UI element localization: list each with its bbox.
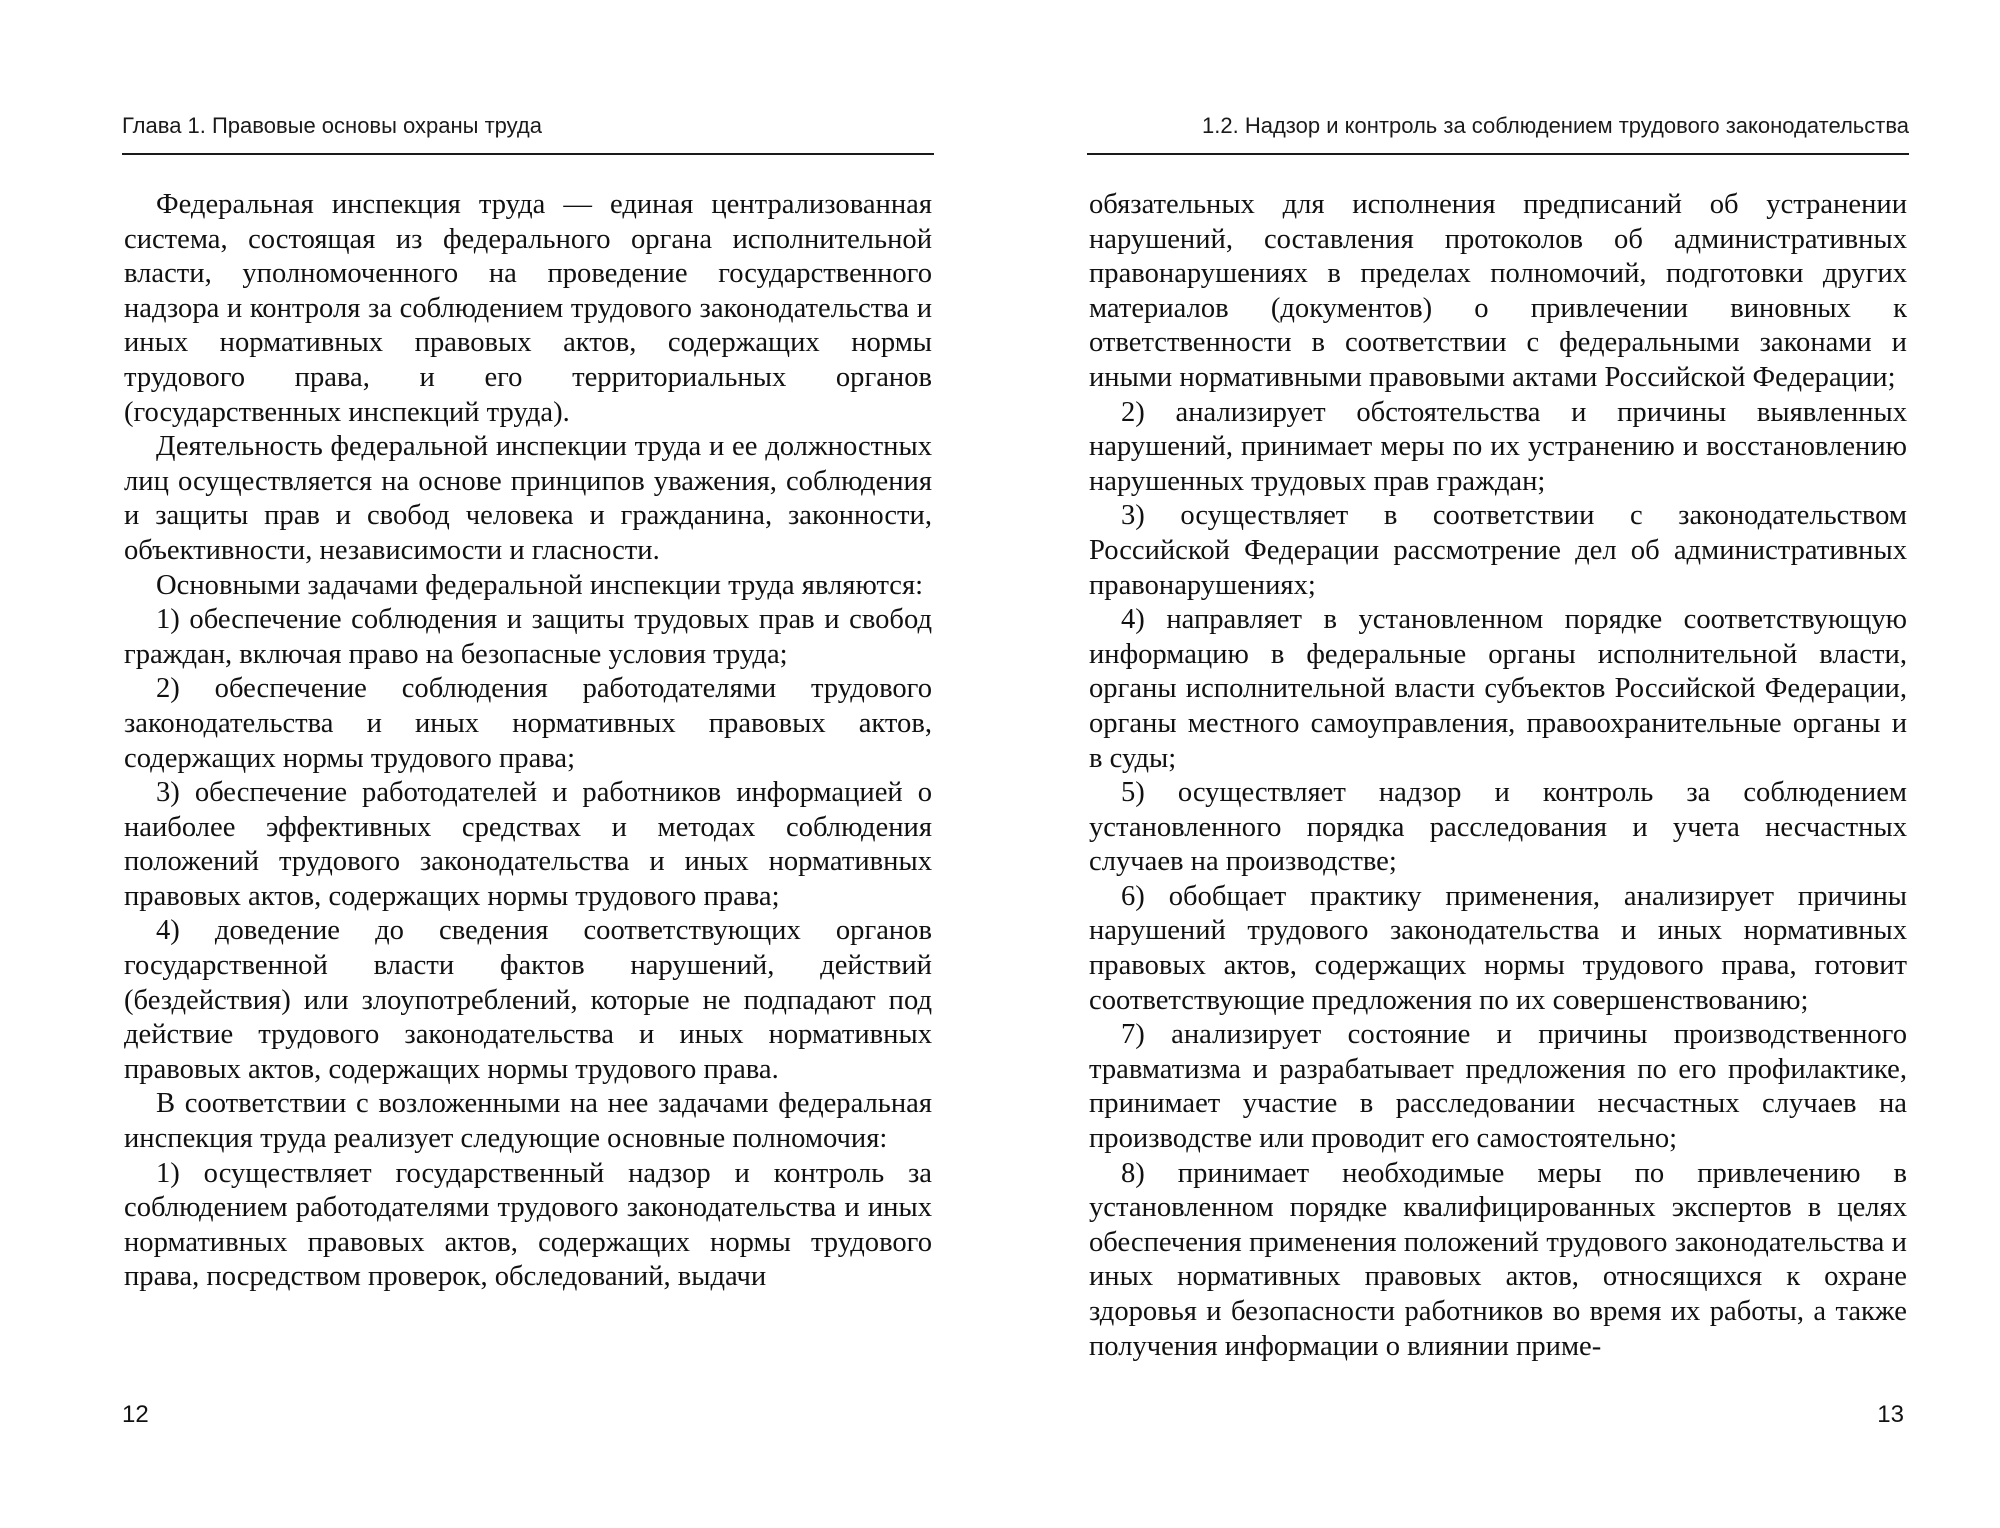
list-item: 3) обеспечение работодателей и работников информацией о наиболее эффективных средствах и методах соблюдения положений трудового законодательства и иных нормативных правовых актов, содержащих нормы трудового права; [124,777,932,912]
list-item: 1) обеспечение соблюдения и защиты трудовых прав и свобод граждан, включая право на безопасные условия труда; [124,604,932,670]
header-rule [1087,153,1909,155]
list-item: 4) доведение до сведения соответствующих органов государственной власти фактов нарушений, действий (бездействия) или злоупотреблений, которые не подпадают под действие трудового законодательства и иных нормативных правовых актов, содержащих нормы трудового права. [124,915,932,1085]
paragraph: В соответствии с возложенными на нее задачами федеральная инспекция труда реализует следующие основные полномочия: [124,1088,932,1155]
paragraph: Деятельность федеральной инспекции труда и ее должностных лиц осуществляется на основе принципов уважения, соблюдения и защиты прав и свобод человека и гражданина, законности, объективности, независимости и гласности. [124,431,932,566]
continuation-paragraph: обязательных для исполнения предписаний об устранении нарушений, составления протоколов об административных правонарушениях в пределах полномочий, подготовки других материалов (документов) о привлечении виновных к ответственности в соответствии с федеральными законами и иными нормативными правовыми актами Российской Федерации; [1089,189,1907,393]
page-body [124,188,932,1295]
paragraph: Федеральная инспекция труда — единая централизованная система, состоящая из федерального органа исполнительной власти, уполномоченного на проведение государственного надзора и контроля за соблюдением трудового законодательства и иных нормативных правовых актов, содержащих нормы трудового права, и его территориальных органов (государственных инспекций труда). [124,189,932,428]
list-item: 7) анализирует состояние и причины производственного травматизма и разрабатывает предложения по его профилактике, принимает участие в расследовании несчастных случаев на производстве или проводит его самостоятельно; [1089,1019,1907,1155]
page-body [1089,188,1907,1364]
list-item: 8) принимает необходимые меры по привлечению в установленном порядке квалифицированных экспертов в целях обеспечения применения положений трудового законодательства и иных нормативных правовых актов, относящихся к охране здоровья и безопасности работников во время их работы, а также получения информации о влиянии приме- [1089,1157,1907,1362]
paragraph: Основными задачами федеральной инспекции труда являются: [156,569,924,601]
list-item: 6) обобщает практику применения, анализирует причины нарушений трудового законодательства и иных нормативных правовых актов, содержащих нормы трудового права, готовит соответствующие предложения по их совершенствованию; [1089,880,1907,1016]
list-item: 3) осуществляет в соответствии с законодательством Российской Федерации рассмотрение дел об административных правонарушениях; [1089,500,1907,601]
list-item: 4) направляет в установленном порядке соответствующую информацию в федеральные органы исполнительной власти, органы исполнительной власти субъектов Российской Федерации, органы местного самоуправления, правоохранительные органы и в суды; [1089,604,1907,774]
running-header: 1.2. Надзор и контроль за соблюдением трудового законодательства [1202,113,1909,138]
list-item: 1) осуществляет государственный надзор и контроль за соблюдением работодателями трудового законодательства и иных нормативных правовых актов, содержащих нормы трудового права, посредством проверок, обследований, выдачи [124,1157,932,1293]
page-number: 13 [1877,1401,1904,1428]
running-header: Глава 1. Правовые основы охраны труда [122,113,542,138]
right-page [1000,0,2000,1528]
list-item: 5) осуществляет надзор и контроль за соблюдением установленного порядка расследования и учета несчастных случаев на производстве; [1089,777,1907,878]
header-rule [122,153,934,155]
list-item: 2) анализирует обстоятельства и причины выявленных нарушений, принимает меры по их устранению и восстановлению нарушенных трудовых прав граждан; [1089,396,1907,497]
list-item: 2) обеспечение соблюдения работодателями трудового законодательства и иных нормативных правовых актов, содержащих нормы трудового права; [124,673,932,774]
page-number: 12 [122,1401,149,1428]
